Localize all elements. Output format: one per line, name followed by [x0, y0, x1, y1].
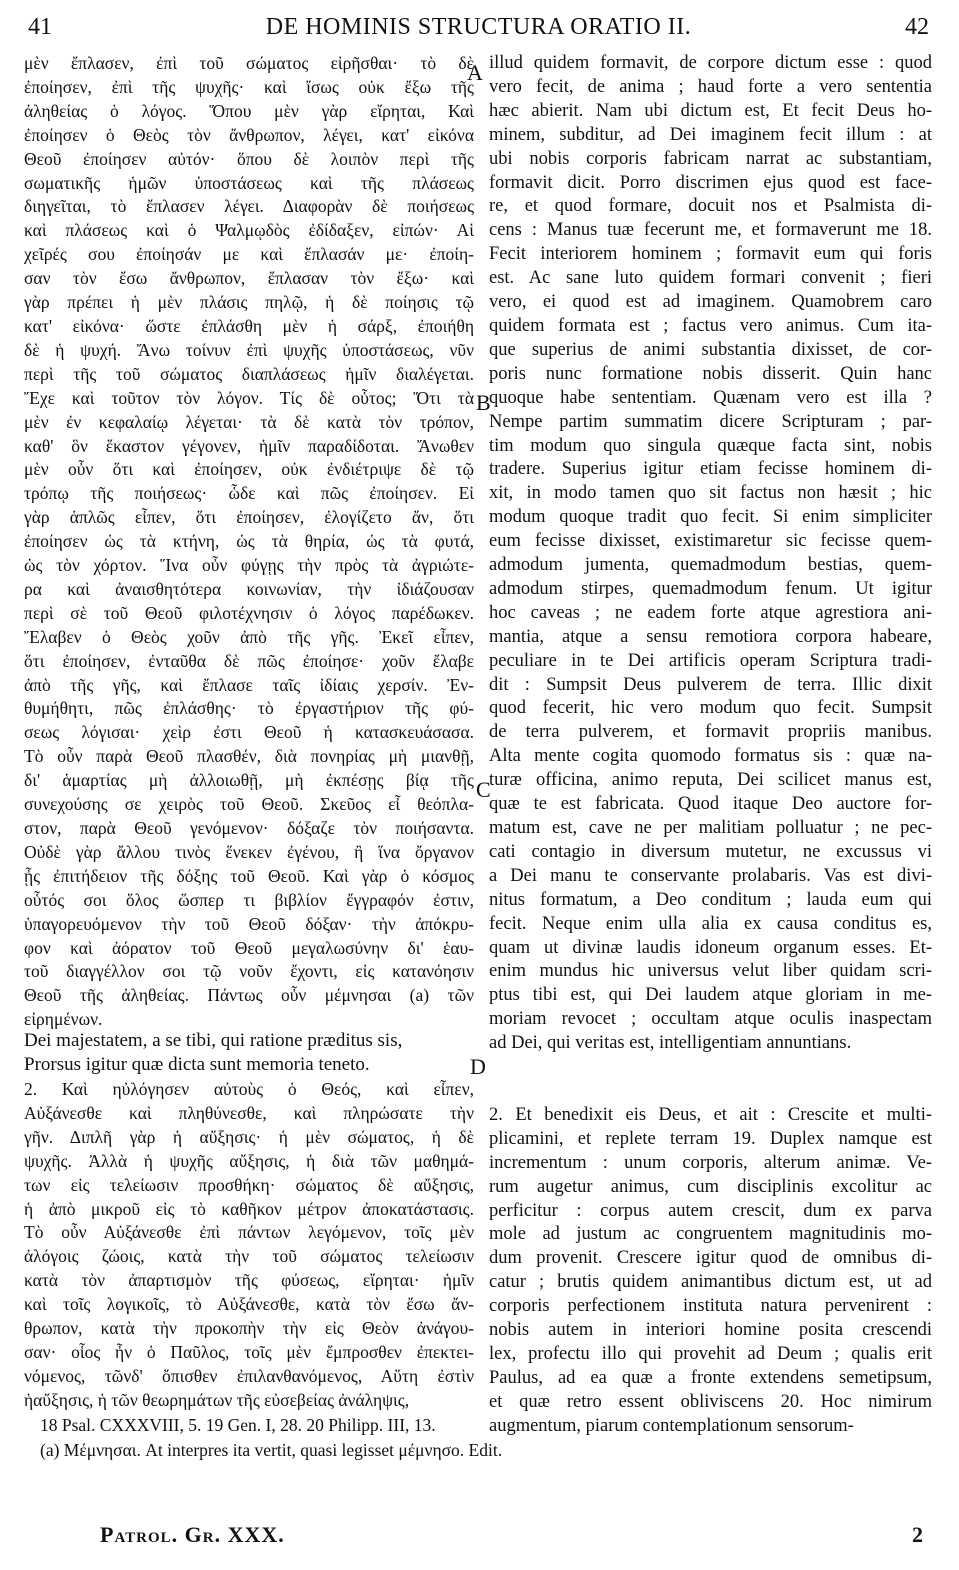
greek-col-line: ρα καὶ ἀναισθητότερα κοινωνίαν, τὴν ἰδιάζουσαν: [24, 578, 474, 599]
latin-col-line: enim mundus hic universus velut liber quidam scri-: [489, 961, 932, 982]
greek-col-line: φον καὶ ἀόρατον τοῦ Θεοῦ μεγαλωσύνην δι' ἑαυ-: [24, 937, 474, 958]
greek-col-line: περὶ τῆς τοῦ σώματος διαπλάσεως ἡμῖν διαλέγεται.: [24, 363, 474, 384]
latin-col-line: hoc caveas ; ne eadem forte atque agrestiora ani-: [489, 602, 932, 623]
greek-col-line: Θεοῦ τῆς ἀληθείας. Πάντως οὖν μέμνησαι (a) τῶν: [24, 985, 474, 1006]
greek-col-line: γὰρ ἁπλῶς εἶπεν, ὅτι ἐποίησεν, ἐλογίζετο ἄν, ὅτι: [24, 507, 474, 528]
latin-col-line: ad Dei, qui veritas est, intelligentiam annuntians.: [489, 1033, 852, 1054]
latin-text-column: [489, 52, 932, 1439]
latin-col-line: turæ officina, animo reputa, Dei scilicet manus est,: [489, 770, 932, 791]
latin-col-line: Alta mente cogita quomodo formatus sis : quæ na-: [489, 746, 932, 767]
latin-col-line: moriam revocet ; occultam atque oculis inaspectam: [489, 1009, 932, 1030]
greek-col-line: καὶ πλάσεως καὶ ὁ Ψαλμῳδὸς ἐδίδαξεν, εἰπών· Αἱ: [24, 220, 474, 241]
latin-col-line: re, et quod formare, docuit nos et Psalmista di-: [489, 196, 932, 217]
greek-col-2-line: νόμενος, τῶνδ' ὄπισθεν ἐπιλανθανόμενος, Αὕτη ἐστὶν: [24, 1365, 474, 1386]
greek-col-2-line: θρωπον, κατὰ τὴν προκοπὴν τὴν εἰς Θεὸν ἀνάγου-: [24, 1318, 474, 1339]
greek-col-line: ὅτι ἐποίησεν, ἐνταῦθα δὲ πῶς ἐποίησε· χοῦν ἔλαβε: [24, 650, 474, 671]
latin-col-line: matum est, cave ne per malitiam polluatur ; ne pec-: [489, 818, 932, 838]
latin-col-line: catur ; brutis quidem animantibus dictum est, ut ad: [489, 1272, 932, 1293]
latin-col-line: quam ut divinæ laudis idoneum organum esses. Et-: [489, 937, 932, 958]
gathering-number: 2: [912, 1522, 923, 1547]
page-number-right: 42: [905, 14, 929, 40]
greek-col-2-line: σαν· οἷος ἦν ὁ Παῦλος, τοῖς μὲν ἔμπροσθεν ἐπεκτει-: [24, 1341, 474, 1362]
latin-col-line: nobis autem in interiori homine posita crescendi: [489, 1320, 932, 1341]
greek-col-line: γὰρ πρέπει ἡ μὲν πλάσις πηλῷ, ἡ δὲ ποίησις τῷ: [24, 292, 474, 313]
latin-col-line: quod fecerit, hic vero modum quo fecit. Sumpsit: [489, 698, 932, 719]
greek-col-line: περὶ σὲ τοῦ Θεοῦ φιλοτέχνησιν ὁ λόγος παρέδωκεν.: [24, 602, 474, 623]
greek-col-2-line: ψυχῆς. Ἀλλὰ ἡ ψυχῆς αὔξησις, ἡ διὰ τῶν μαθημά-: [24, 1150, 474, 1171]
running-title: DE HOMINIS STRUCTURA ORATIO II.: [265, 14, 692, 40]
latin-col-line: plicamini, et replete terram 19. Duplex namque est: [489, 1128, 932, 1149]
latin-col-line: [489, 1056, 932, 1080]
latin-col-line: dit : Sumpsit Deus pulverem de terra. Illic dixit: [489, 674, 932, 695]
greek-col-line: δι' ἁμαρτίας μὴ ἀλλοιωθῇ, μὴ ἐκπέσῃς βίᾳ τῆς: [24, 770, 474, 791]
margin-mark-c: C: [476, 777, 491, 802]
latin-col-line: que superius de animi substantia dixisset, de cor-: [489, 339, 932, 360]
greek-col-line: σωματικῆς ἡμῶν ὑποστάσεως καὶ τῆς πλάσεως: [24, 172, 474, 193]
greek-col-line: τρόπῳ τῆς ποιήσεως· ὧδε καὶ πῶς ἐποίησεν. Εἰ: [24, 483, 474, 504]
latin-col-line: de terra pulverem, et formavit propriis manibus.: [489, 722, 932, 743]
greek-col-line: Ἔχε καὶ τοῦτον τὸν λόγον. Τίς δὲ οὗτος; Ὅτι τὰ: [24, 387, 474, 408]
greek-col-2-line: γῆν. Διπλῆ γὰρ ἡ αὔξησις· ἡ μὲν σώματος, ἡ δὲ: [24, 1126, 474, 1147]
greek-col-line: θυμήθητι, πῶς ἐπλάσθης· τὸ ἐργαστήριον τῆς φύ-: [24, 698, 474, 719]
greek-col-line: καθ' ὃν ἕκαστον γέγονεν, ἡμῖν παραδίδοται. Ἄνωθεν: [24, 435, 474, 456]
latin-col-line: augmentum, piarum contemplationum sensorum-: [489, 1415, 854, 1436]
latin-col-line: nitus formatum, a Deo conditum ; lauda eum qui: [489, 889, 932, 910]
latin-col-line: Paulus, ad ea quæ a fronte extendens semetipsum,: [489, 1367, 932, 1388]
latin-col-line: admodum stirpes, quemadmodum fenum. Ut igitur: [489, 578, 932, 599]
greek-col-2-line: των εἰς τελείωσιν προσθήκη· σώματος δὲ αὔξησις,: [24, 1174, 474, 1195]
latin-col-line: et quæ retro essent obliviscens 20. Hoc nimirum: [489, 1391, 932, 1412]
greek-text-column: [24, 52, 474, 1032]
greek-col-line: ἀληθείας ὁ λόγος. Ὅπου μὲν γὰρ εἴρηται, Καὶ: [24, 100, 474, 121]
margin-mark-b: B: [476, 390, 491, 415]
latin-col-line: hæc abierit. Nam ubi dictum est, Et fecit Deus ho-: [489, 100, 932, 121]
latin-continuation-line: Prorsus igitur quæ dicta sunt memoria teneto.: [24, 1053, 370, 1075]
greek-col-line: εἰρημένων.: [24, 1009, 103, 1030]
greek-col-2-line: 2. Καὶ ηὐλόγησεν αὐτοὺς ὁ Θεός, καὶ εἶπεν,: [24, 1079, 474, 1099]
greek-col-2-line: ἡ ἀπὸ μικροῦ εἰς τὸ καθῆκον μέτρον ἀποκατάστασις.: [24, 1198, 474, 1219]
latin-col-line: cati contagio in diversum mutetur, ne excussus vi: [489, 841, 932, 862]
greek-col-line: Τὸ οὖν παρὰ Θεοῦ πλασθέν, διὰ πονηρίας μὴ μιανθῇ,: [24, 746, 474, 767]
latin-continuation-line: Dei majestatem, a se tibi, qui ratione præditus sis,: [24, 1030, 403, 1051]
greek-col-2-line: ἀλόγοις ζώοις, κατὰ τὴν τοῦ σώματος τελείωσιν: [24, 1246, 474, 1267]
greek-col-line: διηγεῖται, τὸ ἔπλασεν λέγει. Διαφορὰν δὲ ποιήσεως: [24, 196, 474, 217]
latin-col-line: poris nunc formatione nobis disserit. Quin hanc: [489, 363, 932, 384]
latin-col-line: [489, 1080, 932, 1104]
volume-signature: Patrol. Gr. XXX.: [100, 1522, 285, 1547]
greek-col-line: Ἔλαβεν ὁ Θεὸς χοῦν ἀπὸ τῆς γῆς. Ἐκεῖ εἶπεν,: [24, 626, 474, 647]
greek-col-2-line: κατὰ τὸν ἀπαρτισμὸν τῆς φύσεως, εἴρηται· ἡμῖν: [24, 1270, 474, 1291]
latin-col-line: perficitur : corpus autem crescit, dum ex parva: [489, 1200, 932, 1221]
greek-col-line: χεῖρές σου ἐποίησάν με καὶ ἔπλασάν με· ἐποίη-: [24, 244, 474, 265]
greek-col-line: σαν τὸν ἔσω ἄνθρωπον, ἔπλασαν τὸν ἔξω· καὶ: [24, 268, 474, 289]
footnote-editor-note: (a) Μέμνησαι. At interpres ita vertit, quasi legisset μέμνησο. Edit.: [40, 1440, 503, 1460]
latin-col-line: vero fecit, de anima ; haud forte a vero sententia: [489, 76, 932, 97]
latin-col-line: est. Ac sane luto quidem formari convenit ; fieri: [489, 268, 932, 289]
greek-col-line: ᾖς ἐπιτήδειον τῆς δόξης τοῦ Θεοῦ. Καὶ γὰρ ὁ κόσμος: [24, 865, 474, 886]
greek-col-line: ἀπὸ τῆς γῆς, καὶ ἔπλασε ταῖς ἰδίαις χερσίν. Ἐν-: [24, 674, 474, 695]
latin-col-line: corporis perfectionem instituta natura pervenirent :: [489, 1296, 932, 1317]
greek-col-line: κατ' εἰκόνα· ὥστε ἐπλάσθη μὲν ἡ σάρξ, ἐποιήθη: [24, 315, 474, 336]
latin-col-line: minem, subditur, ad Dei imaginem fecit illum : at: [489, 124, 932, 145]
greek-col-line: οὗτός σοι ὅλος ὥσπερ τι βιβλίον ἔγγραφόν ἐστιν,: [24, 889, 474, 910]
greek-col-line: ὑπαγορευόμενον τὴν τοῦ Θεοῦ δόξαν· τὴν ἀπόκρυ-: [24, 913, 474, 934]
latin-col-line: vero, ei quod est ad imaginem. Quamobrem caro: [489, 292, 932, 313]
greek-col-line: δὲ ἡ ψυχή. Ἄνω τοίνυν ἐπὶ ψυχῆς ὑποστάσεως, νῦν: [24, 339, 474, 360]
greek-text-column-section-2: [24, 1078, 474, 1413]
latin-col-line: fecit. Neque enim ulla alia ex causa conditus es,: [489, 913, 932, 934]
greek-col-2-line: καὶ τοῖς λογικοῖς, τὸ Αὐξάνεσθε, κατὰ τὸν ἔσω ἄν-: [24, 1294, 474, 1315]
latin-col-line: xit, in modo tamen quo sit factus non hæsit ; hic: [489, 483, 932, 504]
greek-col-line: τοῦ διαγγέλλον σοι τῷ νοῦν ἔχοντι, εἰς κατανόησιν: [24, 961, 474, 982]
latin-col-line: mantia, atque a sensu remotiora corpora habeare,: [489, 626, 932, 647]
greek-col-line: ἐποίησεν ὡς τὰ κτήνη, ὡς τὰ θηρία, ὡς τὰ φυτά,: [24, 531, 474, 552]
greek-col-line: ἐποίησεν ὁ Θεὸς τὸν ἄνθρωπον, λέγει, κατ' εἰκόνα: [24, 124, 474, 145]
latin-col-line: quoque habe sententiam. Quænam vero est illa ?: [489, 387, 932, 408]
latin-col-line: mole ad justum ac congruentem magnitudinis mo-: [489, 1224, 932, 1245]
page-number-left: 41: [28, 14, 52, 40]
latin-col-line: quidem formata est ; factus vero animus. Cum ita-: [489, 315, 932, 336]
latin-col-line: admodum jumenta, quemadmodum bestias, quem-: [489, 555, 932, 576]
latin-col-line: incrementum : unum corporis, alterum animæ. Ve-: [489, 1152, 932, 1173]
greek-col-line: Οὐδὲ γὰρ ἄλλου τινὸς ἕνεκεν ἐγένου, ἢ ἵνα ὄργανον: [24, 841, 474, 862]
latin-col-line: rum augetur animus, cum disciplinis excolitur ac: [489, 1176, 932, 1197]
greek-col-line: μὲν ἐν κεφαλαίῳ λέγεται· τὰ δὲ κατὰ τὸν τρόπον,: [24, 411, 474, 432]
latin-col-line: formavit dicit. Porro discrimen ejus quod est face-: [489, 172, 932, 193]
latin-col-line: quæ te est fabricata. Quod itaque Deo auctore for-: [489, 794, 932, 815]
latin-col-line: dum provenit. Crescere igitur quod de omnibus di-: [489, 1248, 932, 1269]
greek-col-line: συνεχούσης σε χειρὸς τοῦ Θεοῦ. Σκεῦος εἶ θεόπλα-: [24, 794, 474, 815]
greek-col-line: Θεοῦ ἐποίησεν αὐτόν· ὅπου δὲ λοιπὸν περὶ τῆς: [24, 148, 474, 169]
greek-col-line: μὲν οὖν ὅτι καὶ ἐποίησεν, οὐκ ἐνδιέτριψε δὲ τῷ: [24, 459, 474, 480]
footnotes: [40, 1413, 920, 1463]
greek-col-line: στον, παρὰ Θεοῦ γενόμενον· δόξαζε τὸν ποιήσαντα.: [24, 818, 474, 838]
page-footer: [100, 1522, 923, 1552]
latin-continuation: [24, 1029, 474, 1077]
margin-mark-a: A: [467, 60, 483, 85]
latin-col-line: a Dei manu te conservante prolabaris. Vas est divi-: [489, 865, 932, 886]
greek-col-line: ὡς τὸν χόρτον. Ἵνα οὖν φύγῃς τὴν πρὸς τὰ ἀγριώτε-: [24, 555, 474, 576]
greek-col-2-line: Αὐξάνεσθε καὶ πληθύνεσθε, καὶ πληρώσατε τὴν: [24, 1102, 474, 1123]
footnote-scripture-refs: 18 Psal. CXXXVIII, 5. 19 Gen. I, 28. 20 Philipp. III, 13.: [40, 1415, 436, 1435]
greek-col-2-line: Τὸ οὖν Αὐξάνεσθε ἐπὶ πάντων λεγόμενον, τοῖς μὲν: [24, 1222, 474, 1243]
latin-col-line: ptus tibi est, qui Dei laudem atque gloriam in me-: [489, 985, 932, 1006]
margin-mark-d: D: [470, 1054, 486, 1079]
latin-col-line: cens : Manus tuæ fecerunt me, et formaverunt me 18.: [489, 220, 932, 241]
latin-col-line: modum quoque tradit quo fecit. Si enim simpliciter: [489, 507, 932, 528]
running-header: [28, 14, 929, 46]
latin-col-line: ubi nobis corporis fabricam narrat ac substantiam,: [489, 148, 932, 169]
latin-col-line: peculiare in te Dei artificis operam Scriptura tradi-: [489, 650, 932, 671]
greek-col-2-line: ἡαὔξησις, ἡ τῶν θεωρημάτων τῆς εὐσεβείας ἀνάληψις,: [24, 1389, 410, 1410]
greek-col-line: μὲν ἔπλασεν, ἐπὶ τοῦ σώματος εἰρῆσθαι· τὸ δὲ: [24, 53, 474, 73]
latin-col-line: lex, profectu illo qui provehit ad Deum ; qualis erit: [489, 1343, 932, 1364]
latin-col-line: tim modum quo singula quæque facta sint, nobis: [489, 435, 932, 456]
latin-col-line: tradere. Superius igitur etiam fecisse hominem di-: [489, 459, 932, 480]
latin-col-line: Fecit interiorem hominem ; formavit eum qui foris: [489, 244, 932, 265]
greek-col-line: ἐποίησεν, ἐπὶ τῆς ψυχῆς· καὶ ἴσως οὐκ ἔξω τῆς: [24, 76, 474, 97]
latin-col-line: Nempe partim summatim dicere Scripturam ; par-: [489, 411, 932, 432]
latin-col-line: illud quidem formavit, de corpore dictum esse : quod: [489, 53, 932, 73]
latin-col-line: eum fecisse dixisset, existimaretur sic fecisse quem-: [489, 531, 932, 552]
greek-col-line: σεως λόγισαι· χεὶρ ἐστι Θεοῦ ἡ κατασκευάσασα.: [24, 722, 474, 743]
latin-col-line: 2. Et benedixit eis Deus, et ait : Crescite et multi-: [489, 1104, 932, 1125]
